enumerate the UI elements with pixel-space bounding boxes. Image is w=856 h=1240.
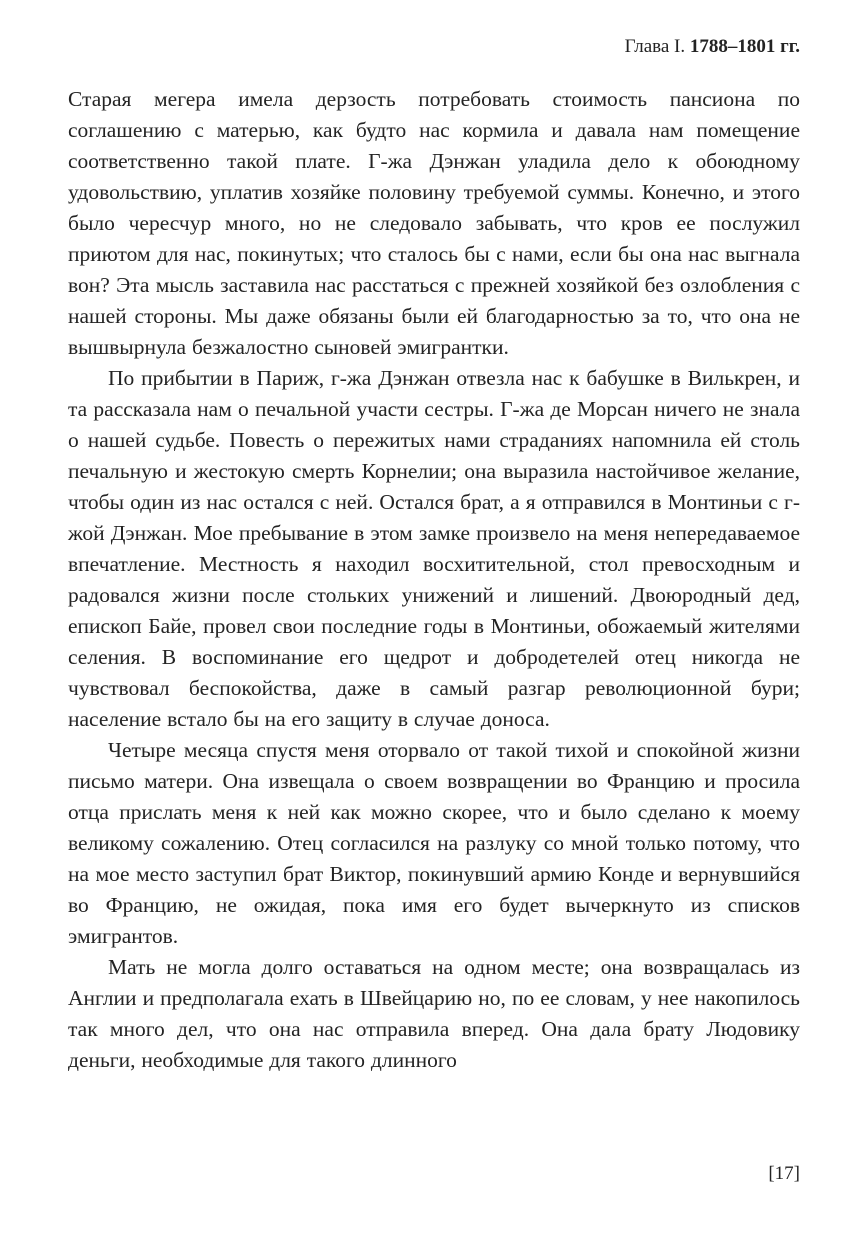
paragraph: Старая мегера имела дерзость потребовать стоимость пансиона по соглашению с матерью, как будто нас кормила и давала нам помещение соответственно такой плате. Г-жа Дэнжан уладила дело к обоюдному удовольствию, уплатив хозяйке половину требуемой суммы. Конечно, и этого было чересчур много, но не следовало забывать, что кров ее послужил приютом для нас, покинутых; что сталось бы с нами, если бы она нас выгнала вон? Эта мысль заставила нас расстаться с прежней хозяйкой без озлобления с нашей стороны. Мы даже обязаны были ей благодарностью за то, что она не вышвырнула безжалостно сыновей эмигрантки.	[68, 87, 800, 359]
chapter-dates: 1788–1801 гг.	[689, 36, 800, 57]
body-text	[68, 84, 800, 1076]
paragraph: Четыре месяца спустя меня оторвало от такой тихой и спокойной жизни письмо матери. Она извещала о своем возвращении во Францию и просила отца прислать меня к ней как можно скорее, что и было сделано к моему великому сожалению. Отец согласился на разлуку со мной только потому, что на мое место заступил брат Виктор, покинувший армию Конде и вернувшийся во Францию, не ожидая, пока имя его будет вычеркнуто из списков эмигрантов.	[68, 738, 800, 948]
page-number: [17]	[768, 1163, 800, 1184]
paragraph: Мать не могла долго оставаться на одном месте; она возвращалась из Англии и предполагала ехать в Швейцарию но, по ее словам, у нее накопилось так много дел, что она нас отправила вперед. Она дала брату Людовику деньги, необходимые для такого длинного	[68, 955, 800, 1072]
paragraph: По прибытии в Париж, г-жа Дэнжан отвезла нас к бабушке в Вилькрен, и та рассказала нам о печальной участи сестры. Г-жа де Морсан ничего не знала о нашей судьбе. Повесть о пережитых нами страданиях напомнила ей столь печальную и жестокую смерть Корнелии; она выразила настойчивое желание, чтобы один из нас остался с ней. Остался брат, а я отправился в Монтиньи с г-жой Дэнжан. Мое пребывание в этом замке произвело на меня непередаваемое впечатление. Местность я находил восхитительной, стол превосходным и радовался жизни после стольких унижений и лишений. Двоюродный дед, епископ Байе, провел свои последние годы в Монтиньи, обожаемый жителями селения. В воспоминание его щедрот и добродетелей отец никогда не чувствовал беспокойства, даже в самый разгар революционной бури; население встало бы на его защиту в случае доноса.	[68, 366, 800, 731]
chapter-label: Глава I.	[624, 36, 686, 57]
running-header	[68, 36, 800, 58]
